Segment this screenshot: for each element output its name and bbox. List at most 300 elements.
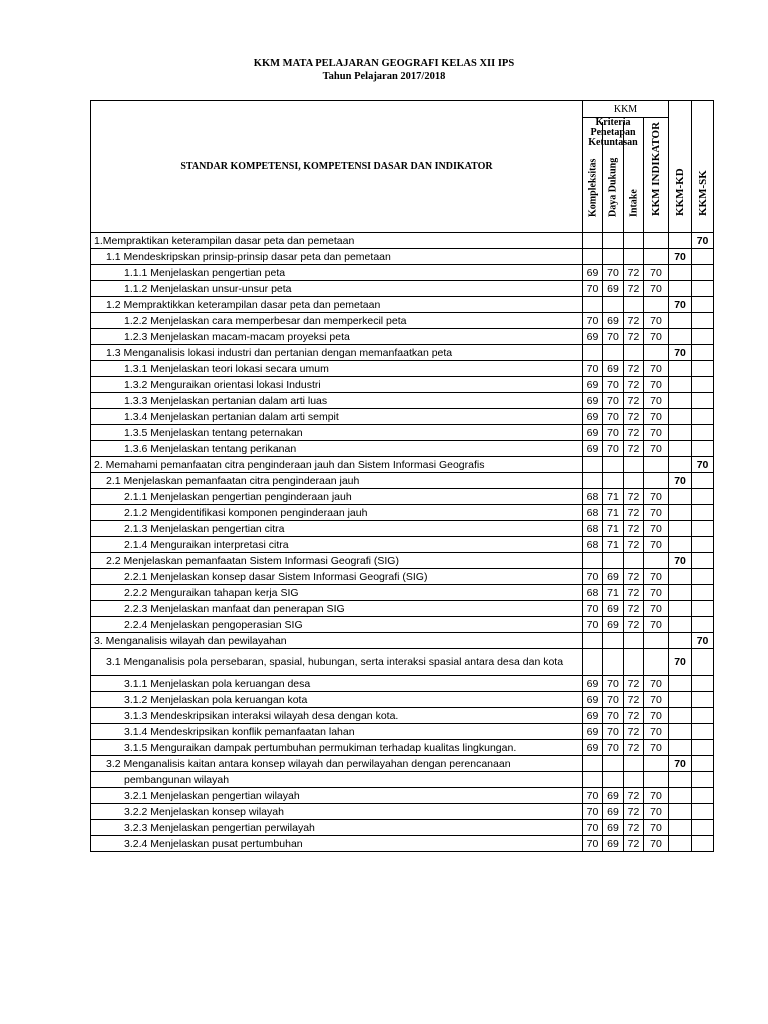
cell-kompleksitas: 69 xyxy=(583,409,603,425)
cell-kkm-sk xyxy=(692,804,714,820)
cell-kkm-kd xyxy=(669,329,692,345)
cell-kompleksitas: 69 xyxy=(583,393,603,409)
cell-kkm-sk xyxy=(692,585,714,601)
cell-kkm-indikator xyxy=(644,649,669,676)
cell-kompleksitas: 70 xyxy=(583,313,603,329)
table-row xyxy=(91,804,714,820)
cell-kkm-indikator: 70 xyxy=(644,601,669,617)
cell-daya-dukung: 70 xyxy=(603,329,624,345)
cell-kkm-kd xyxy=(669,708,692,724)
cell-kkm-indikator: 70 xyxy=(644,836,669,852)
cell-kkm-indikator xyxy=(644,473,669,489)
cell-kkm-indikator: 70 xyxy=(644,521,669,537)
table-row xyxy=(91,756,714,772)
cell-kkm-indikator: 70 xyxy=(644,425,669,441)
cell-kkm-sk xyxy=(692,313,714,329)
table-row xyxy=(91,457,714,473)
cell-daya-dukung: 69 xyxy=(603,804,624,820)
cell-kkm-sk xyxy=(692,441,714,457)
title-line-1: KKM MATA PELAJARAN GEOGRAFI KELAS XII IPS xyxy=(253,58,515,69)
cell-daya-dukung: 70 xyxy=(603,393,624,409)
cell-kkm-indikator: 70 xyxy=(644,441,669,457)
cell-kkm-kd xyxy=(669,281,692,297)
cell-intake xyxy=(624,633,644,649)
row-description: 3.1.4 Mendeskripsikan konflik pemanfaatan lahan xyxy=(91,724,583,740)
cell-intake: 72 xyxy=(624,724,644,740)
row-description: 2. Memahami pemanfaatan citra penginderaan jauh dan Sistem Informasi Geografis xyxy=(91,457,583,473)
cell-intake: 72 xyxy=(624,836,644,852)
table-row xyxy=(91,788,714,804)
header-standar: STANDAR KOMPETENSI, KOMPETENSI DASAR DAN INDIKATOR xyxy=(91,101,583,233)
cell-daya-dukung: 69 xyxy=(603,836,624,852)
table-row xyxy=(91,601,714,617)
cell-intake xyxy=(624,457,644,473)
cell-kkm-sk: 70 xyxy=(692,233,714,249)
cell-kompleksitas xyxy=(583,233,603,249)
cell-kompleksitas: 70 xyxy=(583,569,603,585)
table-row xyxy=(91,633,714,649)
cell-kkm-kd xyxy=(669,361,692,377)
row-description: 1.3.6 Menjelaskan tentang perikanan xyxy=(91,441,583,457)
cell-intake: 72 xyxy=(624,441,644,457)
cell-intake xyxy=(624,553,644,569)
cell-kkm-kd: 70 xyxy=(669,473,692,489)
cell-kkm-indikator: 70 xyxy=(644,708,669,724)
cell-kkm-sk xyxy=(692,297,714,313)
cell-daya-dukung: 70 xyxy=(603,441,624,457)
cell-kkm-kd xyxy=(669,489,692,505)
cell-daya-dukung xyxy=(603,649,624,676)
row-description: 1.3.1 Menjelaskan teori lokasi secara umum xyxy=(91,361,583,377)
row-description: 1.Mempraktikan keterampilan dasar peta dan pemetaan xyxy=(91,233,583,249)
cell-kkm-kd xyxy=(669,633,692,649)
cell-kompleksitas xyxy=(583,297,603,313)
cell-kkm-indikator: 70 xyxy=(644,788,669,804)
cell-daya-dukung: 69 xyxy=(603,281,624,297)
cell-daya-dukung xyxy=(603,756,624,772)
table-row xyxy=(91,617,714,633)
cell-kkm-sk xyxy=(692,772,714,788)
cell-kkm-sk: 70 xyxy=(692,457,714,473)
cell-intake: 72 xyxy=(624,489,644,505)
cell-kkm-indikator xyxy=(644,249,669,265)
cell-intake: 72 xyxy=(624,740,644,756)
cell-kkm-sk xyxy=(692,788,714,804)
cell-kkm-kd xyxy=(669,521,692,537)
row-description: 3.2.1 Menjelaskan pengertian wilayah xyxy=(91,788,583,804)
cell-daya-dukung xyxy=(603,233,624,249)
cell-daya-dukung: 70 xyxy=(603,692,624,708)
cell-intake: 72 xyxy=(624,601,644,617)
table-row xyxy=(91,585,714,601)
cell-kkm-sk xyxy=(692,377,714,393)
cell-kkm-sk xyxy=(692,409,714,425)
cell-kkm-kd xyxy=(669,313,692,329)
cell-daya-dukung: 70 xyxy=(603,425,624,441)
cell-intake: 72 xyxy=(624,393,644,409)
cell-kkm-kd xyxy=(669,820,692,836)
cell-kkm-indikator: 70 xyxy=(644,585,669,601)
cell-daya-dukung: 71 xyxy=(603,489,624,505)
cell-daya-dukung: 70 xyxy=(603,708,624,724)
cell-kkm-kd xyxy=(669,788,692,804)
cell-kkm-indikator: 70 xyxy=(644,377,669,393)
cell-kkm-sk xyxy=(692,329,714,345)
cell-kkm-sk xyxy=(692,756,714,772)
cell-kompleksitas: 70 xyxy=(583,788,603,804)
table-row xyxy=(91,265,714,281)
header-kriteria xyxy=(583,118,644,148)
cell-kompleksitas: 68 xyxy=(583,489,603,505)
row-description: 1.3 Menganalisis lokasi industri dan pertanian dengan memanfaatkan peta xyxy=(91,345,583,361)
cell-intake: 72 xyxy=(624,537,644,553)
cell-kompleksitas: 70 xyxy=(583,836,603,852)
table-row xyxy=(91,489,714,505)
cell-kompleksitas xyxy=(583,457,603,473)
row-description: 1.1.2 Menjelaskan unsur-unsur peta xyxy=(91,281,583,297)
cell-kkm-sk xyxy=(692,265,714,281)
cell-kompleksitas: 69 xyxy=(583,329,603,345)
cell-kkm-kd: 70 xyxy=(669,297,692,313)
cell-intake xyxy=(624,233,644,249)
cell-kkm-sk xyxy=(692,820,714,836)
header-kriteria-text: Kriteria Penetapan Ketuntasan xyxy=(588,118,638,148)
row-description: 1.1.1 Menjelaskan pengertian peta xyxy=(91,265,583,281)
cell-kkm-kd xyxy=(669,425,692,441)
cell-daya-dukung xyxy=(603,553,624,569)
cell-intake: 72 xyxy=(624,585,644,601)
cell-intake: 72 xyxy=(624,521,644,537)
header-kkm: KKM xyxy=(583,101,669,118)
table-row xyxy=(91,233,714,249)
cell-kkm-sk xyxy=(692,505,714,521)
table-row xyxy=(91,473,714,489)
cell-kompleksitas xyxy=(583,633,603,649)
cell-kkm-sk xyxy=(692,601,714,617)
cell-kompleksitas: 70 xyxy=(583,361,603,377)
row-description: 3.1.3 Mendeskripsikan interaksi wilayah desa dengan kota. xyxy=(91,708,583,724)
cell-daya-dukung xyxy=(603,633,624,649)
cell-kompleksitas: 69 xyxy=(583,740,603,756)
title-line-2: Tahun Pelajaran 2017/2018 xyxy=(322,71,446,82)
cell-daya-dukung: 69 xyxy=(603,313,624,329)
table-row xyxy=(91,772,714,788)
row-description: 1.2 Mempraktikkan keterampilan dasar peta dan pemetaan xyxy=(91,297,583,313)
cell-intake: 72 xyxy=(624,569,644,585)
row-description: 1.1 Mendeskripskan prinsip-prinsip dasar peta dan pemetaan xyxy=(91,249,583,265)
cell-kompleksitas: 69 xyxy=(583,425,603,441)
cell-daya-dukung: 70 xyxy=(603,265,624,281)
cell-kompleksitas: 69 xyxy=(583,724,603,740)
table-row xyxy=(91,377,714,393)
header-kkm-indikator: KKM INDIKATOR xyxy=(644,118,669,233)
cell-kkm-sk xyxy=(692,692,714,708)
cell-intake xyxy=(624,649,644,676)
cell-kkm-sk xyxy=(692,473,714,489)
table-row xyxy=(91,569,714,585)
cell-kompleksitas: 68 xyxy=(583,537,603,553)
cell-kkm-indikator: 70 xyxy=(644,361,669,377)
cell-kompleksitas: 69 xyxy=(583,708,603,724)
cell-intake xyxy=(624,473,644,489)
row-description: 2.1.2 Mengidentifikasi komponen penginderaan jauh xyxy=(91,505,583,521)
table-row xyxy=(91,724,714,740)
header-kkm-sk: KKM-SK xyxy=(692,101,714,233)
table-row xyxy=(91,297,714,313)
cell-kkm-indikator: 70 xyxy=(644,329,669,345)
cell-kkm-kd: 70 xyxy=(669,249,692,265)
cell-kkm-kd xyxy=(669,265,692,281)
cell-kkm-indikator xyxy=(644,772,669,788)
table-row xyxy=(91,329,714,345)
cell-kkm-kd xyxy=(669,537,692,553)
cell-kkm-indikator: 70 xyxy=(644,489,669,505)
cell-intake xyxy=(624,249,644,265)
table-row xyxy=(91,505,714,521)
cell-daya-dukung: 70 xyxy=(603,740,624,756)
cell-kkm-sk xyxy=(692,617,714,633)
cell-kompleksitas: 68 xyxy=(583,505,603,521)
cell-intake: 72 xyxy=(624,361,644,377)
cell-intake: 72 xyxy=(624,265,644,281)
row-description: 3.1.1 Menjelaskan pola keruangan desa xyxy=(91,676,583,692)
cell-kkm-kd xyxy=(669,772,692,788)
table-row xyxy=(91,249,714,265)
row-description: 2.2.4 Menjelaskan pengoperasian SIG xyxy=(91,617,583,633)
cell-kompleksitas xyxy=(583,473,603,489)
table-row xyxy=(91,676,714,692)
cell-kompleksitas: 70 xyxy=(583,601,603,617)
cell-kkm-sk xyxy=(692,708,714,724)
cell-kkm-sk xyxy=(692,361,714,377)
row-description: 2.2.3 Menjelaskan manfaat dan penerapan SIG xyxy=(91,601,583,617)
cell-kompleksitas: 70 xyxy=(583,804,603,820)
cell-kompleksitas xyxy=(583,756,603,772)
cell-kkm-kd xyxy=(669,233,692,249)
cell-intake xyxy=(624,345,644,361)
cell-daya-dukung: 71 xyxy=(603,521,624,537)
cell-kompleksitas xyxy=(583,345,603,361)
row-description: 2.2.1 Menjelaskan konsep dasar Sistem Informasi Geografi (SIG) xyxy=(91,569,583,585)
cell-kkm-indikator xyxy=(644,297,669,313)
cell-kompleksitas xyxy=(583,649,603,676)
cell-kkm-kd: 70 xyxy=(669,649,692,676)
cell-kkm-indikator: 70 xyxy=(644,724,669,740)
cell-kompleksitas: 70 xyxy=(583,820,603,836)
cell-intake xyxy=(624,772,644,788)
cell-kkm-kd: 70 xyxy=(669,756,692,772)
cell-kkm-kd xyxy=(669,804,692,820)
cell-kkm-indikator xyxy=(644,756,669,772)
table-row xyxy=(91,393,714,409)
cell-kkm-indikator: 70 xyxy=(644,313,669,329)
table-row xyxy=(91,361,714,377)
cell-kkm-indikator: 70 xyxy=(644,676,669,692)
cell-kkm-indikator: 70 xyxy=(644,692,669,708)
cell-kkm-kd xyxy=(669,377,692,393)
cell-kkm-kd: 70 xyxy=(669,345,692,361)
cell-kompleksitas: 69 xyxy=(583,377,603,393)
cell-intake xyxy=(624,756,644,772)
table-row xyxy=(91,649,714,676)
cell-daya-dukung: 69 xyxy=(603,617,624,633)
cell-kkm-kd xyxy=(669,601,692,617)
cell-kkm-indikator: 70 xyxy=(644,281,669,297)
document-title xyxy=(0,57,768,83)
cell-kkm-indikator: 70 xyxy=(644,409,669,425)
cell-daya-dukung: 71 xyxy=(603,505,624,521)
cell-intake: 72 xyxy=(624,505,644,521)
cell-kkm-kd: 70 xyxy=(669,553,692,569)
cell-kompleksitas: 68 xyxy=(583,585,603,601)
table-row xyxy=(91,740,714,756)
cell-kompleksitas: 69 xyxy=(583,265,603,281)
table-row xyxy=(91,708,714,724)
cell-daya-dukung xyxy=(603,249,624,265)
cell-daya-dukung xyxy=(603,457,624,473)
cell-kkm-indikator xyxy=(644,233,669,249)
cell-intake: 72 xyxy=(624,425,644,441)
cell-intake: 72 xyxy=(624,708,644,724)
row-description: 1.3.3 Menjelaskan pertanian dalam arti luas xyxy=(91,393,583,409)
cell-kkm-indikator xyxy=(644,457,669,473)
header-kompleksitas: Kompleksitas xyxy=(583,122,603,233)
table-row xyxy=(91,313,714,329)
cell-intake xyxy=(624,297,644,313)
row-description: 2.2 Menjelaskan pemanfaatan Sistem Informasi Geografi (SIG) xyxy=(91,553,583,569)
cell-daya-dukung xyxy=(603,297,624,313)
cell-kkm-sk xyxy=(692,489,714,505)
row-description: pembangunan wilayah xyxy=(91,772,583,788)
header-daya-dukung: Daya Dukung xyxy=(603,122,624,233)
cell-kkm-indikator: 70 xyxy=(644,820,669,836)
cell-kkm-indikator xyxy=(644,633,669,649)
header-intake: Intake xyxy=(624,122,644,233)
table-row xyxy=(91,425,714,441)
cell-kompleksitas: 70 xyxy=(583,281,603,297)
cell-kkm-kd xyxy=(669,457,692,473)
cell-kkm-sk: 70 xyxy=(692,633,714,649)
cell-kompleksitas: 69 xyxy=(583,692,603,708)
cell-intake: 72 xyxy=(624,377,644,393)
cell-kkm-sk xyxy=(692,724,714,740)
row-description: 3.1.5 Menguraikan dampak pertumbuhan permukiman terhadap kualitas lingkungan. xyxy=(91,740,583,756)
table-row xyxy=(91,553,714,569)
cell-kkm-sk xyxy=(692,393,714,409)
cell-daya-dukung: 69 xyxy=(603,569,624,585)
cell-daya-dukung: 71 xyxy=(603,537,624,553)
cell-kkm-kd xyxy=(669,569,692,585)
cell-kkm-kd xyxy=(669,505,692,521)
cell-kkm-sk xyxy=(692,345,714,361)
header-kkm-kd: KKM-KD xyxy=(669,101,692,233)
cell-intake: 72 xyxy=(624,329,644,345)
table-row xyxy=(91,521,714,537)
cell-kkm-sk xyxy=(692,740,714,756)
row-description: 1.3.5 Menjelaskan tentang peternakan xyxy=(91,425,583,441)
row-description: 3.1.2 Menjelaskan pola keruangan kota xyxy=(91,692,583,708)
row-description: 1.2.3 Menjelaskan macam-macam proyeksi peta xyxy=(91,329,583,345)
cell-kkm-kd xyxy=(669,617,692,633)
cell-kkm-kd xyxy=(669,692,692,708)
cell-kkm-sk xyxy=(692,537,714,553)
cell-intake: 72 xyxy=(624,820,644,836)
row-description: 2.1.1 Menjelaskan pengertian penginderaan jauh xyxy=(91,489,583,505)
cell-kkm-sk xyxy=(692,676,714,692)
cell-intake: 72 xyxy=(624,617,644,633)
row-description: 3.2.3 Menjelaskan pengertian perwilayah xyxy=(91,820,583,836)
row-description: 3. Menganalisis wilayah dan pewilayahan xyxy=(91,633,583,649)
cell-kkm-indikator xyxy=(644,553,669,569)
row-description: 3.2 Menganalisis kaitan antara konsep wilayah dan perwilayahan dengan perencanaan xyxy=(91,756,583,772)
cell-kkm-kd xyxy=(669,740,692,756)
table-row xyxy=(91,441,714,457)
cell-kkm-indikator: 70 xyxy=(644,505,669,521)
cell-kkm-kd xyxy=(669,676,692,692)
row-description: 1.3.4 Menjelaskan pertanian dalam arti sempit xyxy=(91,409,583,425)
row-description: 3.2.2 Menjelaskan konsep wilayah xyxy=(91,804,583,820)
cell-kompleksitas xyxy=(583,553,603,569)
table-row xyxy=(91,836,714,852)
table-row xyxy=(91,692,714,708)
cell-kompleksitas xyxy=(583,249,603,265)
cell-daya-dukung: 69 xyxy=(603,788,624,804)
cell-kkm-sk xyxy=(692,425,714,441)
row-description: 1.2.2 Menjelaskan cara memperbesar dan memperkecil peta xyxy=(91,313,583,329)
cell-kkm-indikator: 70 xyxy=(644,804,669,820)
cell-intake: 72 xyxy=(624,313,644,329)
kkm-table xyxy=(90,100,714,852)
cell-kkm-indikator: 70 xyxy=(644,569,669,585)
cell-kkm-kd xyxy=(669,724,692,740)
cell-kkm-indikator: 70 xyxy=(644,537,669,553)
table-row xyxy=(91,537,714,553)
cell-intake: 72 xyxy=(624,281,644,297)
kkm-table-body xyxy=(91,233,714,852)
cell-kkm-sk xyxy=(692,649,714,676)
cell-intake: 72 xyxy=(624,409,644,425)
table-row xyxy=(91,409,714,425)
cell-kkm-indikator: 70 xyxy=(644,265,669,281)
cell-daya-dukung: 70 xyxy=(603,676,624,692)
cell-intake: 72 xyxy=(624,692,644,708)
cell-kompleksitas xyxy=(583,772,603,788)
cell-kkm-sk xyxy=(692,553,714,569)
table-row xyxy=(91,820,714,836)
cell-kkm-kd xyxy=(669,393,692,409)
table-row xyxy=(91,281,714,297)
cell-kkm-kd xyxy=(669,585,692,601)
cell-kkm-indikator: 70 xyxy=(644,617,669,633)
cell-kompleksitas: 69 xyxy=(583,676,603,692)
cell-kkm-sk xyxy=(692,836,714,852)
cell-kkm-indikator xyxy=(644,345,669,361)
cell-kkm-kd xyxy=(669,836,692,852)
cell-daya-dukung: 71 xyxy=(603,585,624,601)
cell-kkm-kd xyxy=(669,441,692,457)
cell-daya-dukung: 70 xyxy=(603,377,624,393)
cell-kkm-indikator: 70 xyxy=(644,740,669,756)
cell-kompleksitas: 69 xyxy=(583,441,603,457)
cell-kompleksitas: 68 xyxy=(583,521,603,537)
cell-daya-dukung: 69 xyxy=(603,601,624,617)
cell-intake: 72 xyxy=(624,676,644,692)
row-description: 3.1 Menganalisis pola persebaran, spasial, hubungan, serta interaksi spasial antara desa dan kota xyxy=(91,649,583,676)
row-description: 2.2.2 Menguraikan tahapan kerja SIG xyxy=(91,585,583,601)
row-description: 2.1.3 Menjelaskan pengertian citra xyxy=(91,521,583,537)
cell-daya-dukung: 70 xyxy=(603,724,624,740)
table-row xyxy=(91,345,714,361)
